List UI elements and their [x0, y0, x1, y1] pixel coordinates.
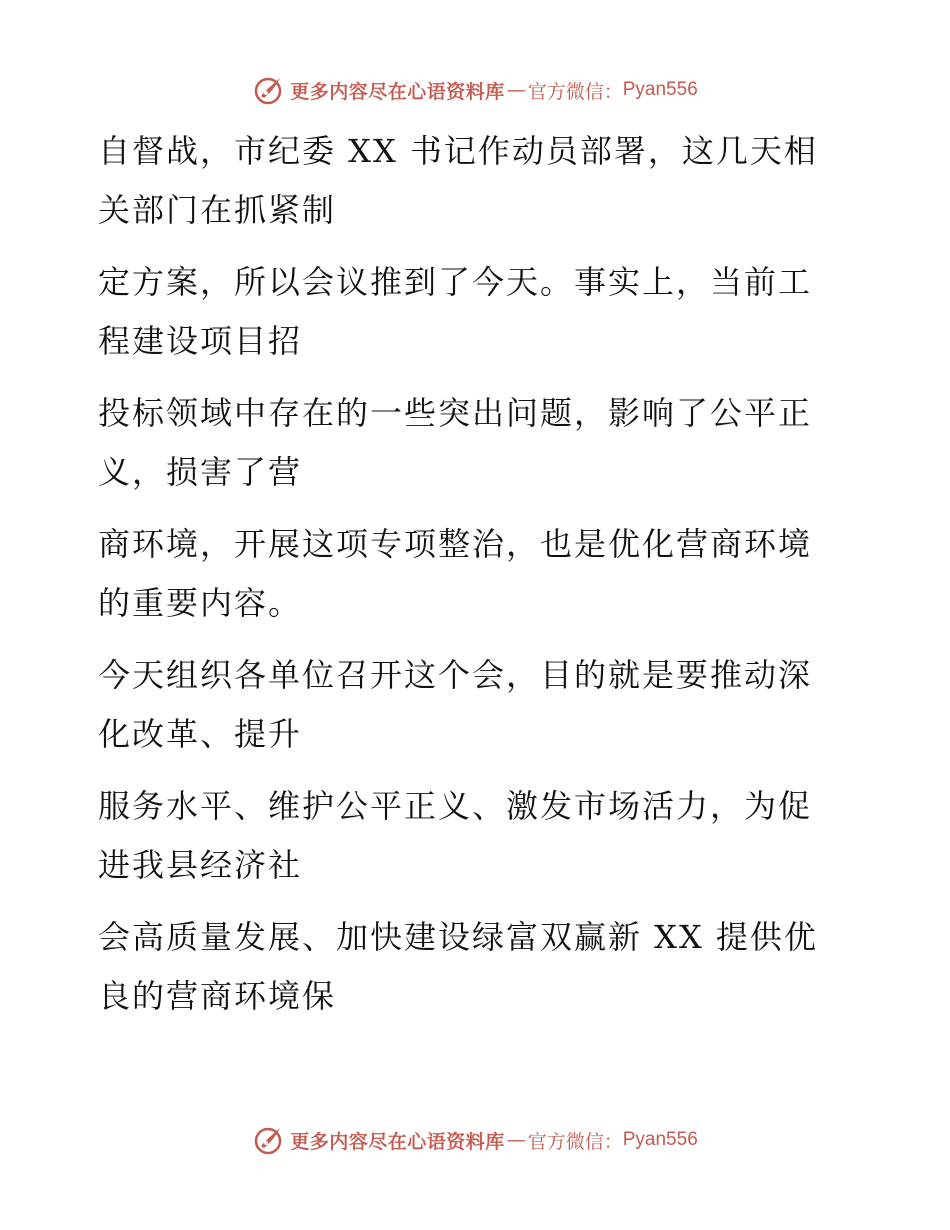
paragraph	[98, 515, 838, 633]
text-line: 商环境，开展这项专项整治，也是优化营商环境	[98, 525, 813, 563]
quill-logo-icon	[252, 1124, 284, 1156]
paragraph	[98, 646, 838, 764]
quill-logo-icon	[252, 74, 284, 106]
text-line: 自督战，市纪委 XX 书记作动员部署，这几天相	[98, 132, 818, 170]
paragraph	[98, 908, 838, 1026]
text-line: 定方案，所以会议推到了今天。事实上，当前工	[98, 263, 813, 301]
banner-subtitle: 官方微信：	[527, 1130, 623, 1153]
paragraph	[98, 777, 838, 895]
paragraph	[98, 122, 838, 240]
header-banner	[0, 70, 950, 110]
banner-wechat-id: Pyan556	[622, 1129, 698, 1150]
banner-title: 更多内容尽在心语资料库	[290, 80, 505, 103]
banner-wechat-id: Pyan556	[622, 79, 698, 100]
banner-title: 更多内容尽在心语资料库	[290, 1130, 505, 1153]
text-line: 进我县经济社	[98, 846, 303, 884]
text-line: 化改革、提升	[98, 715, 303, 753]
text-line: 良的营商环境保	[98, 977, 337, 1015]
text-line: 会高质量发展、加快建设绿富双赢新 XX 提供优	[98, 918, 818, 956]
paragraph	[98, 253, 838, 371]
text-line: 今天组织各单位召开这个会，目的就是要推动深	[98, 656, 813, 694]
paragraph	[98, 384, 838, 502]
document-body	[98, 122, 838, 1039]
footer-banner	[0, 1120, 950, 1160]
text-line: 的重要内容。	[98, 584, 303, 622]
banner-separator: —	[506, 79, 526, 101]
text-line: 义，损害了营	[98, 453, 303, 491]
text-line: 程建设项目招	[98, 322, 303, 360]
text-line: 关部门在抓紧制	[98, 191, 337, 229]
banner-subtitle: 官方微信：	[527, 80, 623, 103]
text-line: 服务水平、维护公平正义、激发市场活力，为促	[98, 787, 813, 825]
text-line: 投标领域中存在的一些突出问题，影响了公平正	[98, 394, 813, 432]
banner-separator: —	[506, 1129, 526, 1151]
